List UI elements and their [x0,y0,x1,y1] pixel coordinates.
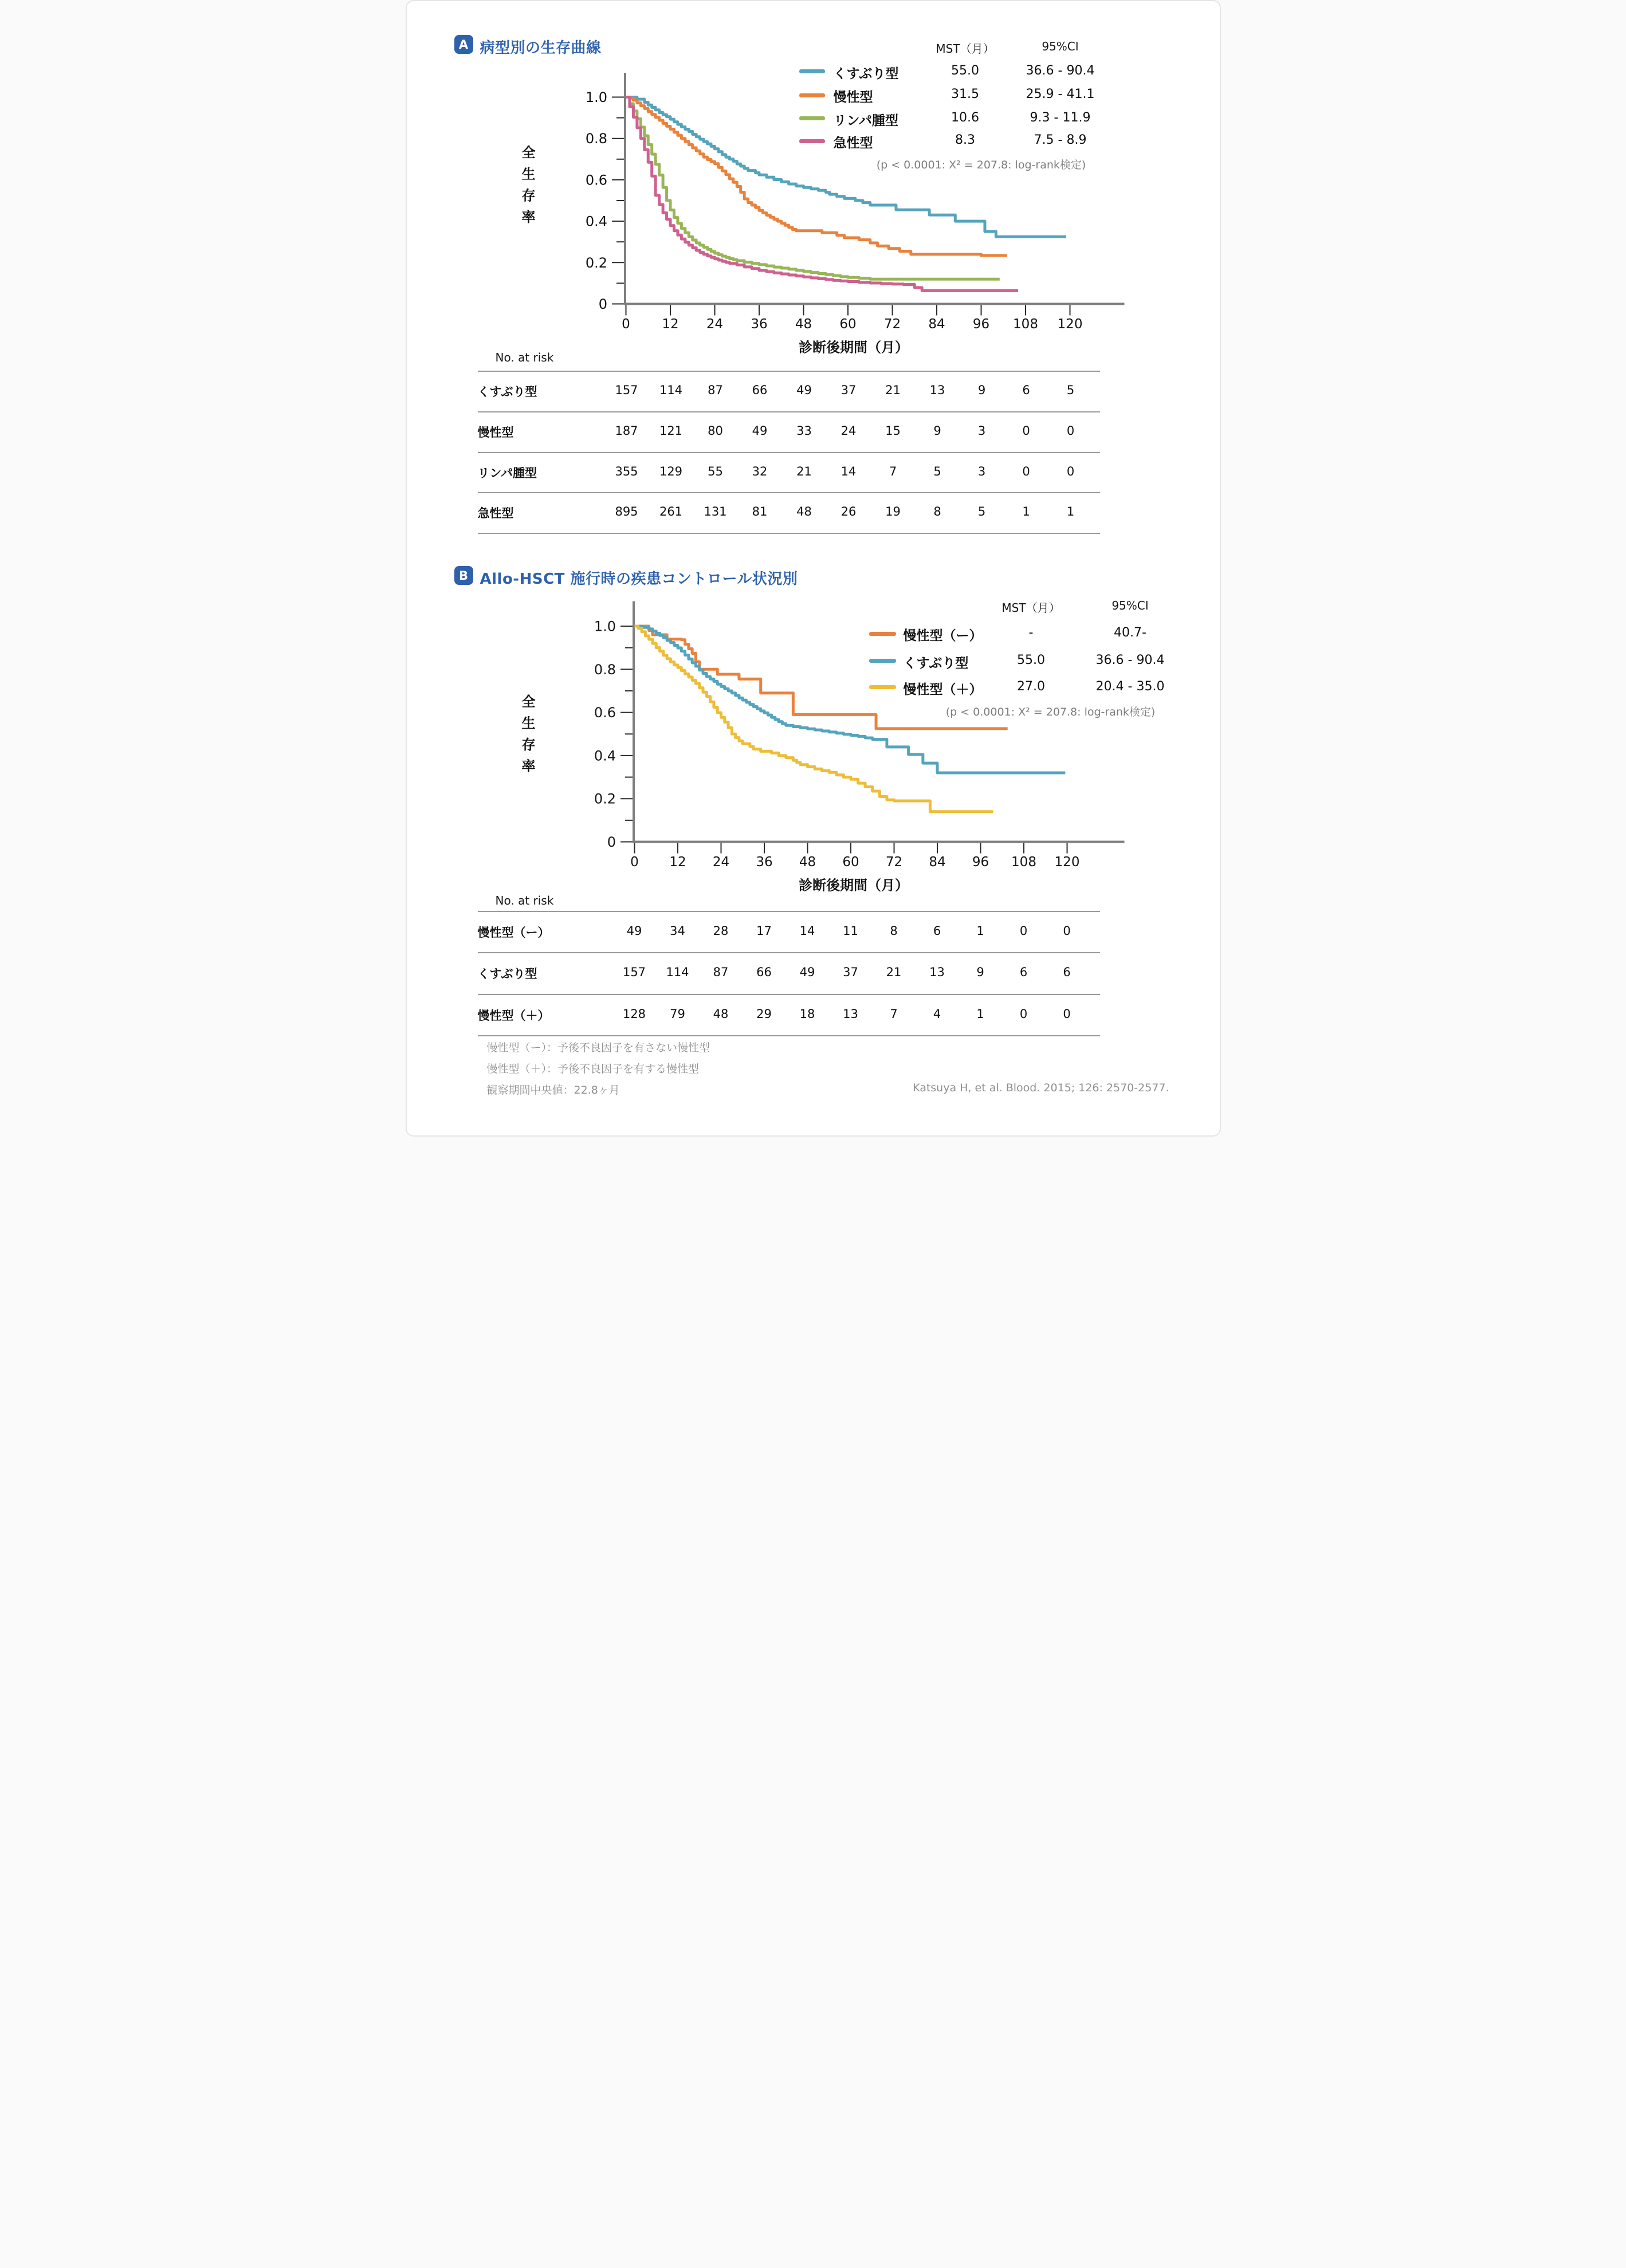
risk-value: 9 [933,424,941,438]
risk-table-rule [478,994,1100,995]
risk-value: 49 [752,424,768,438]
risk-value: 48 [713,1007,729,1021]
risk-value: 80 [708,424,723,438]
x-tick-label: 60 [842,855,859,870]
legend-series-label: 慢性型 [833,90,873,105]
panel-a-risk-title: No. at risk [495,351,554,364]
y-tick-label: 0.8 [585,131,607,147]
risk-value: 24 [841,424,857,438]
risk-value: 14 [841,464,857,478]
legend-mst-value: 10.6 [951,110,979,125]
legend-mst-value: 8.3 [955,133,975,147]
risk-value: 7 [889,464,897,478]
risk-value: 13 [929,965,945,979]
risk-value: 3 [977,424,986,438]
risk-value: 8 [933,505,941,518]
risk-value: 261 [659,505,683,518]
risk-value: 0 [1019,923,1028,938]
x-tick-label: 48 [795,317,812,332]
legend-series-label: くすぶり型 [903,655,969,671]
x-tick-label: 36 [755,855,773,870]
panel-b-risk-title: No. at risk [495,894,554,907]
risk-value: 157 [615,383,638,397]
legend-ci-value: 7.5 - 8.9 [1034,133,1087,147]
risk-row-label: くすぶり型 [477,967,537,981]
x-tick-label: 84 [928,855,946,870]
figure-canvas [406,0,1221,1137]
legend-mst-value: 31.5 [951,87,979,101]
risk-value: 157 [622,965,646,979]
risk-row-label: 慢性型 [477,426,514,439]
x-tick-label: 96 [972,317,989,332]
risk-value: 21 [885,383,901,397]
panel-a-badge: A [454,35,473,54]
risk-value: 11 [843,923,858,938]
x-tick-label: 12 [661,317,679,332]
legend-mst-value: 27.0 [1017,679,1045,694]
y-axis-label-char: 存 [521,187,535,204]
risk-value: 114 [659,383,683,397]
legend-ci-value: 25.9 - 41.1 [1026,87,1095,101]
panel-a-legend-mst-header: MST（月） [936,42,995,56]
y-tick-label: 0.6 [585,172,607,188]
risk-value: 114 [666,965,689,979]
panel-b-title: Allo-HSCT 施行時の疾患コントロール状況別 [480,571,798,588]
risk-value: 6 [933,923,941,938]
panel-b-risk-table [407,1,1220,1135]
x-tick-label: 12 [669,855,686,870]
risk-value: 87 [708,383,723,397]
risk-value: 0 [1019,1007,1028,1021]
legend-series-label: 慢性型（＋） [903,682,983,697]
y-axis-label-char: 全 [521,144,535,161]
y-tick-label: 0.4 [594,748,616,764]
panel-b-badge: B [454,566,473,585]
risk-value: 21 [796,464,812,478]
x-axis-label: 診断後期間（月） [798,877,909,894]
x-tick-label: 108 [1012,317,1038,332]
legend-ci-value: 9.3 - 11.9 [1030,110,1091,125]
y-tick-label: 0.2 [594,791,616,807]
risk-value: 49 [799,965,815,979]
legend-mst-value: 55.0 [951,63,979,78]
risk-value: 0 [1022,424,1030,438]
risk-value: 131 [704,505,727,518]
risk-value: 9 [976,965,984,979]
risk-value: 6 [1019,965,1028,979]
risk-value: 79 [670,1007,685,1021]
y-axis-label-char: 生 [521,166,535,182]
y-tick-label: 0 [598,296,607,312]
risk-value: 3 [977,464,986,478]
risk-value: 121 [659,424,683,438]
risk-value: 4 [933,1007,941,1021]
legend-series-label: くすぶり型 [833,66,899,81]
x-tick-label: 60 [839,317,857,332]
panel-b-stat-note: (p < 0.0001: X² = 207.8: log-rank検定) [945,706,1156,718]
x-tick-label: 0 [621,317,630,332]
y-tick-label: 1.0 [585,89,607,105]
risk-value: 0 [1066,424,1075,438]
risk-value: 0 [1063,1007,1071,1021]
y-tick-label: 0.6 [594,705,616,721]
x-tick-label: 24 [712,855,729,870]
legend-series-label: リンパ腫型 [833,113,898,128]
footnote-chronic-neg: 慢性型（ー）：予後不良因子を有さない慢性型 [486,1041,710,1054]
risk-value: 15 [885,424,901,438]
risk-value: 1 [1066,505,1075,518]
risk-value: 66 [752,383,768,397]
x-tick-label: 84 [928,317,945,332]
risk-value: 0 [1066,464,1075,478]
y-axis-label-char: 率 [521,758,535,775]
risk-value: 29 [756,1007,772,1021]
legend-mst-value: 55.0 [1017,653,1045,667]
risk-value: 13 [929,383,945,397]
x-tick-label: 24 [706,317,723,332]
legend-ci-value: 40.7- [1114,626,1146,640]
risk-value: 81 [752,505,768,518]
risk-value: 55 [708,464,723,478]
risk-value: 21 [886,965,902,979]
y-axis-label-char: 生 [521,715,535,732]
risk-value: 5 [1066,383,1075,397]
legend-ci-value: 36.6 - 90.4 [1095,653,1165,667]
panel-a-title: 病型別の生存曲線 [480,40,602,57]
risk-value: 6 [1022,383,1030,397]
risk-value: 8 [890,923,898,938]
panel-a-legend-ci-header: 95%CI [1042,40,1079,53]
panel-b-legend-mst-header: MST（月） [1001,601,1061,615]
footnote-median-followup: 観察期間中央値：22.8ヶ月 [486,1084,620,1096]
citation: Katsuya H, et al. Blood. 2015; 126: 2570-2577. [913,1082,1169,1094]
risk-value: 128 [622,1007,646,1021]
risk-value: 355 [615,464,638,478]
risk-table-rule [478,952,1100,953]
risk-value: 14 [799,923,815,938]
legend-series-label: 急性型 [833,136,873,151]
risk-value: 0 [1063,923,1071,938]
risk-value: 48 [796,505,812,518]
footnote-chronic-pos: 慢性型（＋）：予後不良因子を有する慢性型 [486,1063,700,1075]
legend-ci-value: 36.6 - 90.4 [1026,63,1095,78]
x-tick-label: 96 [972,855,989,870]
risk-value: 26 [841,505,857,518]
risk-value: 1 [1022,505,1030,518]
risk-value: 33 [796,424,812,438]
x-tick-label: 0 [630,855,639,870]
x-tick-label: 48 [799,855,816,870]
risk-value: 129 [659,464,683,478]
risk-value: 1 [976,1007,984,1021]
risk-value: 9 [977,383,986,397]
panel-b-legend-ci-header: 95%CI [1112,599,1149,612]
risk-value: 34 [670,923,685,938]
risk-value: 49 [626,923,642,938]
legend-mst-value: - [1028,626,1034,640]
risk-row-label: 急性型 [477,506,514,520]
risk-value: 49 [796,383,812,397]
risk-value: 5 [977,505,986,518]
x-tick-label: 36 [750,317,768,332]
risk-row-label: 慢性型（ー） [477,925,550,940]
x-tick-label: 120 [1054,855,1079,870]
risk-value: 6 [1063,965,1071,979]
legend-series-label: 慢性型（ー） [903,628,983,643]
risk-value: 0 [1022,464,1030,478]
risk-value: 13 [843,1007,858,1021]
y-tick-label: 0.4 [585,213,607,230]
x-tick-label: 72 [885,855,902,870]
risk-row-label: くすぶり型 [477,385,537,399]
risk-value: 17 [756,923,772,938]
y-axis-label-char: 存 [521,736,535,753]
x-tick-label: 108 [1011,855,1036,870]
risk-value: 19 [885,505,901,518]
y-axis-label-char: 全 [521,693,535,710]
risk-value: 87 [713,965,729,979]
y-tick-label: 0.2 [585,254,607,271]
risk-row-label: 慢性型（＋） [477,1008,550,1023]
x-axis-label: 診断後期間（月） [798,339,909,356]
risk-value: 37 [843,965,858,979]
y-tick-label: 0 [607,834,616,850]
risk-table-rule [478,911,1100,912]
y-tick-label: 0.8 [594,661,616,678]
risk-value: 895 [615,505,638,518]
risk-value: 187 [615,424,638,438]
x-tick-label: 120 [1057,317,1082,332]
risk-row-label: リンパ腫型 [477,466,537,480]
risk-value: 32 [752,464,768,478]
risk-value: 37 [841,383,857,397]
panel-a-stat-note: (p < 0.0001: X² = 207.8: log-rank検定) [876,159,1086,171]
risk-table-rule [478,1035,1100,1036]
y-axis-label-char: 率 [521,209,535,225]
legend-ci-value: 20.4 - 35.0 [1095,679,1165,694]
y-tick-label: 1.0 [594,618,616,635]
risk-value: 18 [799,1007,815,1021]
risk-value: 7 [890,1007,898,1021]
risk-value: 5 [933,464,941,478]
x-tick-label: 72 [883,317,901,332]
risk-value: 66 [756,965,772,979]
risk-value: 1 [976,923,984,938]
risk-value: 28 [713,923,729,938]
